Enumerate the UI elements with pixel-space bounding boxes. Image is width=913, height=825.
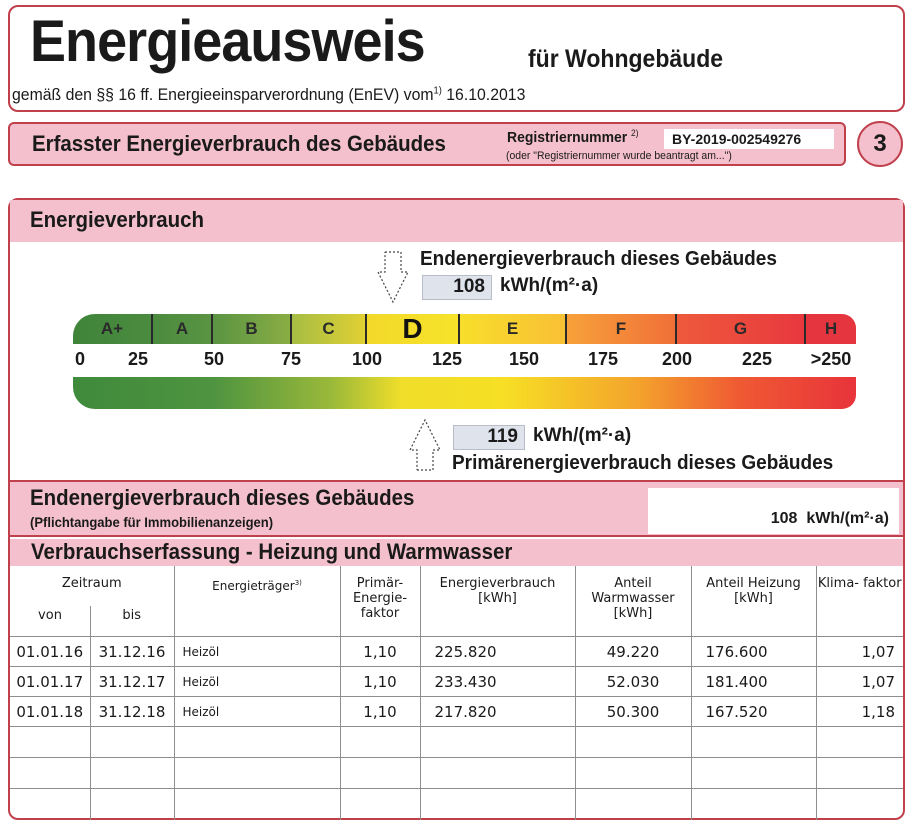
empty-cell [816, 758, 903, 789]
cell-consumption: 233.430 [420, 667, 575, 697]
empty-cell [816, 727, 903, 758]
end-energy-unit: kWh/(m²·a) [500, 275, 599, 296]
header-heating: Anteil Heizung [kWh] [691, 566, 816, 637]
empty-cell [90, 727, 174, 758]
summary-value: 108 [770, 510, 798, 527]
cell-climate-factor: 1,07 [816, 637, 903, 667]
class-segment: G [677, 314, 806, 344]
tick-label: 100 [351, 349, 383, 369]
cell-climate-factor: 1,18 [816, 697, 903, 727]
summary-note: (Pflichtangabe für Immobilienanzeigen) [30, 514, 274, 530]
empty-cell [420, 727, 575, 758]
cell-from: 01.01.18 [10, 697, 90, 727]
primary-energy-unit: kWh/(m²·a) [533, 425, 632, 446]
table-row-empty [10, 758, 903, 789]
summary-value-box [648, 488, 899, 534]
tick-label: 125 [431, 349, 463, 369]
tick-label: >250 [810, 349, 852, 369]
end-energy-label: Endenergieverbrauch dieses Gebäudes [420, 248, 777, 270]
tick-label: 0 [74, 349, 86, 369]
cell-hot-water: 50.300 [575, 697, 691, 727]
cell-to: 31.12.18 [90, 697, 174, 727]
empty-cell [575, 789, 691, 820]
tick-label: 150 [508, 349, 540, 369]
period-label: Zeitraum [61, 576, 122, 591]
empty-cell [90, 789, 174, 820]
tick-label: 225 [741, 349, 773, 369]
registration-number-field: BY-2019-002549276 [664, 129, 834, 149]
cell-heating: 167.520 [691, 697, 816, 727]
empty-cell [420, 758, 575, 789]
empty-cell [420, 789, 575, 820]
class-segment: H [806, 314, 856, 344]
to-label: bis [122, 608, 142, 623]
cell-hot-water: 52.030 [575, 667, 691, 697]
header-consumption: Energieverbrauch [kWh] [420, 566, 575, 637]
document-title: Energieausweis [30, 9, 425, 74]
empty-cell [10, 789, 90, 820]
header-period [10, 566, 174, 637]
class-segment: A+ [73, 314, 153, 344]
empty-cell [340, 758, 420, 789]
primary-energy-value: 119 [453, 425, 525, 450]
cell-heating: 181.400 [691, 667, 816, 697]
table-row-empty [10, 789, 903, 820]
law-date: 16.10.2013 [446, 85, 526, 104]
consumption-table [10, 566, 903, 820]
empty-cell [340, 789, 420, 820]
cell-hot-water: 49.220 [575, 637, 691, 667]
cell-from: 01.01.17 [10, 667, 90, 697]
empty-cell [691, 758, 816, 789]
empty-cell [174, 789, 340, 820]
summary-unit: kWh/(m²·a) [806, 510, 889, 527]
energieverbrauch-title: Energieverbrauch [30, 207, 204, 232]
law-text: gemäß den §§ 16 ff. Energieeinsparverordnung (EnEV) vom [12, 85, 434, 104]
primary-energy-label: Primärenergieverbrauch dieses Gebäudes [452, 452, 834, 474]
empty-cell [816, 789, 903, 820]
tick-label: 175 [587, 349, 619, 369]
class-segment: B [213, 314, 292, 344]
carrier-label: Energieträger [212, 579, 295, 593]
page-number-badge: 3 [857, 121, 903, 167]
summary-title: Endenergieverbrauch dieses Gebäudes [30, 485, 415, 510]
table-row [10, 697, 903, 727]
empty-cell [174, 727, 340, 758]
cell-primary-factor: 1,10 [340, 667, 420, 697]
empty-cell [90, 758, 174, 789]
carrier-footnote: 3) [294, 579, 302, 587]
from-label: von [38, 608, 62, 623]
cell-from: 01.01.16 [10, 637, 90, 667]
cell-climate-factor: 1,07 [816, 667, 903, 697]
tick-label: 200 [661, 349, 693, 369]
empty-cell [174, 758, 340, 789]
header-climate-factor: Klima- faktor [816, 566, 903, 637]
header-primary-factor: Primär- Energie- faktor [340, 566, 420, 637]
header-carrier [174, 566, 340, 637]
class-segment: E [460, 314, 567, 344]
tick-label: 50 [203, 349, 225, 369]
table-row [10, 637, 903, 667]
registration-label-text: Registriernummer [507, 129, 628, 146]
energy-class-scale [73, 314, 856, 344]
tick-label: 75 [280, 349, 302, 369]
cell-primary-factor: 1,10 [340, 697, 420, 727]
cell-primary-factor: 1,10 [340, 637, 420, 667]
class-segment: F [567, 314, 677, 344]
document-subtitle: für Wohngebäude [528, 45, 724, 73]
primary-energy-arrow-up-icon [408, 418, 442, 472]
cell-carrier: Heizöl [174, 697, 340, 727]
header-hot-water: Anteil Warmwasser [kWh] [575, 566, 691, 637]
cell-to: 31.12.17 [90, 667, 174, 697]
table-header-row [10, 566, 903, 637]
consumption-title: Verbrauchserfassung - Heizung und Warmwasser [31, 539, 513, 564]
class-segment-highlighted: D [367, 314, 460, 344]
class-segment: C [292, 314, 367, 344]
law-footnote: 1) [433, 85, 442, 97]
scale-ticks [73, 349, 856, 373]
law-reference [12, 85, 525, 105]
section-title: Erfasster Energieverbrauch des Gebäudes [32, 131, 446, 156]
empty-cell [691, 789, 816, 820]
table-row-empty [10, 727, 903, 758]
empty-cell [575, 727, 691, 758]
cell-carrier: Heizöl [174, 637, 340, 667]
class-segment: A [153, 314, 213, 344]
registration-note: (oder "Registriernummer wurde beantragt am...") [506, 150, 732, 162]
empty-cell [10, 758, 90, 789]
end-energy-value: 108 [422, 275, 492, 300]
empty-cell [575, 758, 691, 789]
cell-to: 31.12.16 [90, 637, 174, 667]
end-energy-arrow-down-icon [376, 250, 410, 304]
registration-footnote: 2) [631, 128, 639, 138]
table-row [10, 667, 903, 697]
empty-cell [691, 727, 816, 758]
cell-consumption: 217.820 [420, 697, 575, 727]
cell-carrier: Heizöl [174, 667, 340, 697]
cell-heating: 176.600 [691, 637, 816, 667]
cell-consumption: 225.820 [420, 637, 575, 667]
registration-label [507, 128, 639, 146]
empty-cell [10, 727, 90, 758]
tick-label: 25 [127, 349, 149, 369]
energy-gradient-bar [73, 377, 856, 409]
empty-cell [340, 727, 420, 758]
